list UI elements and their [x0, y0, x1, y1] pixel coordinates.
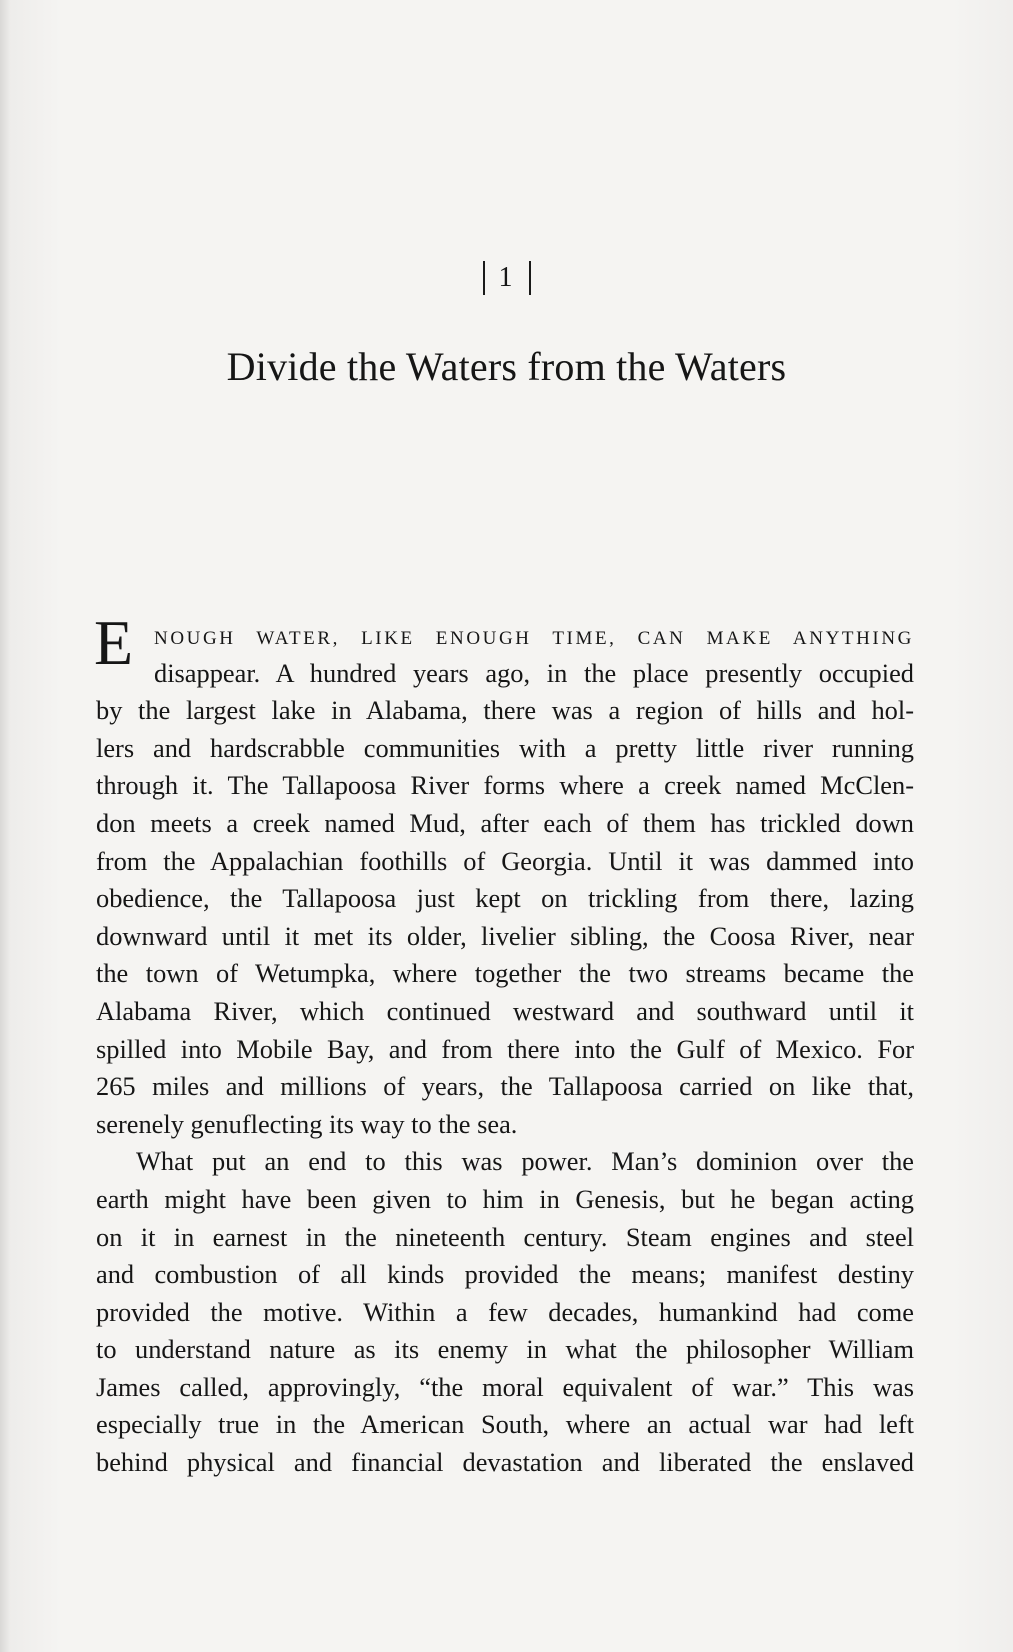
text-line: Alabama River, which continued westward and southward until it [96, 995, 914, 1026]
page-gutter-shadow [0, 0, 10, 1652]
text-line: through it. The Tallapoosa River forms where a creek named McClen- [96, 770, 914, 801]
text-line: by the largest lake in Alabama, there was a region of hills and hol- [96, 695, 914, 726]
text-line: obedience, the Tallapoosa just kept on trickling from there, lazing [96, 883, 914, 914]
text-line: What put an end to this was power. Man’s dominion over the [136, 1146, 914, 1177]
text-line: especially true in the American South, where an actual war had left [96, 1409, 914, 1440]
text-line: the town of Wetumpka, where together the two streams became the [96, 958, 914, 989]
drop-cap-letter: E [94, 607, 134, 678]
chapter-number-value: 1 [498, 262, 515, 294]
text-line: earth might have been given to him in Genesis, but he began acting [96, 1183, 914, 1214]
text-line: from the Appalachian foothills of Georgia. Until it was dammed into [96, 845, 914, 876]
chapter-title: Divide the Waters from the Waters [226, 344, 787, 389]
text-line: spilled into Mobile Bay, and from there into the Gulf of Mexico. For [96, 1033, 914, 1064]
text-line: 265 miles and millions of years, the Tallapoosa carried on like that, [96, 1071, 914, 1102]
text-line: downward until it met its older, livelier sibling, the Coosa River, near [96, 920, 914, 951]
chapter-number [0, 258, 1013, 296]
text-line: behind physical and financial devastation and liberated the enslaved [96, 1447, 914, 1478]
text-line: James called, approvingly, “the moral equivalent of war.” This was [96, 1371, 914, 1402]
chapter-body [94, 607, 914, 1482]
text-line: to understand nature as its enemy in what the philosopher William [96, 1334, 914, 1365]
text-line: lers and hardscrabble communities with a pretty little river running [96, 732, 914, 763]
text-line: on it in earnest in the nineteenth century. Steam engines and steel [96, 1221, 914, 1252]
opening-small-caps: NOUGH WATER, LIKE ENOUGH TIME, CAN MAKE ANYTHING [154, 628, 914, 649]
text-line: and combustion of all kinds provided the means; manifest destiny [96, 1259, 914, 1290]
opening-line [96, 617, 914, 655]
chapter-number-right-rule [529, 261, 531, 295]
text-line: disappear. A hundred years ago, in the place presently occupied [154, 657, 914, 688]
text-line: serenely genuflecting its way to the sea. [96, 1108, 518, 1139]
text-line: provided the motive. Within a few decades, humankind had come [96, 1296, 914, 1327]
chapter-number-left-rule [483, 261, 485, 295]
text-line: don meets a creek named Mud, after each of them has trickled down [96, 807, 914, 838]
